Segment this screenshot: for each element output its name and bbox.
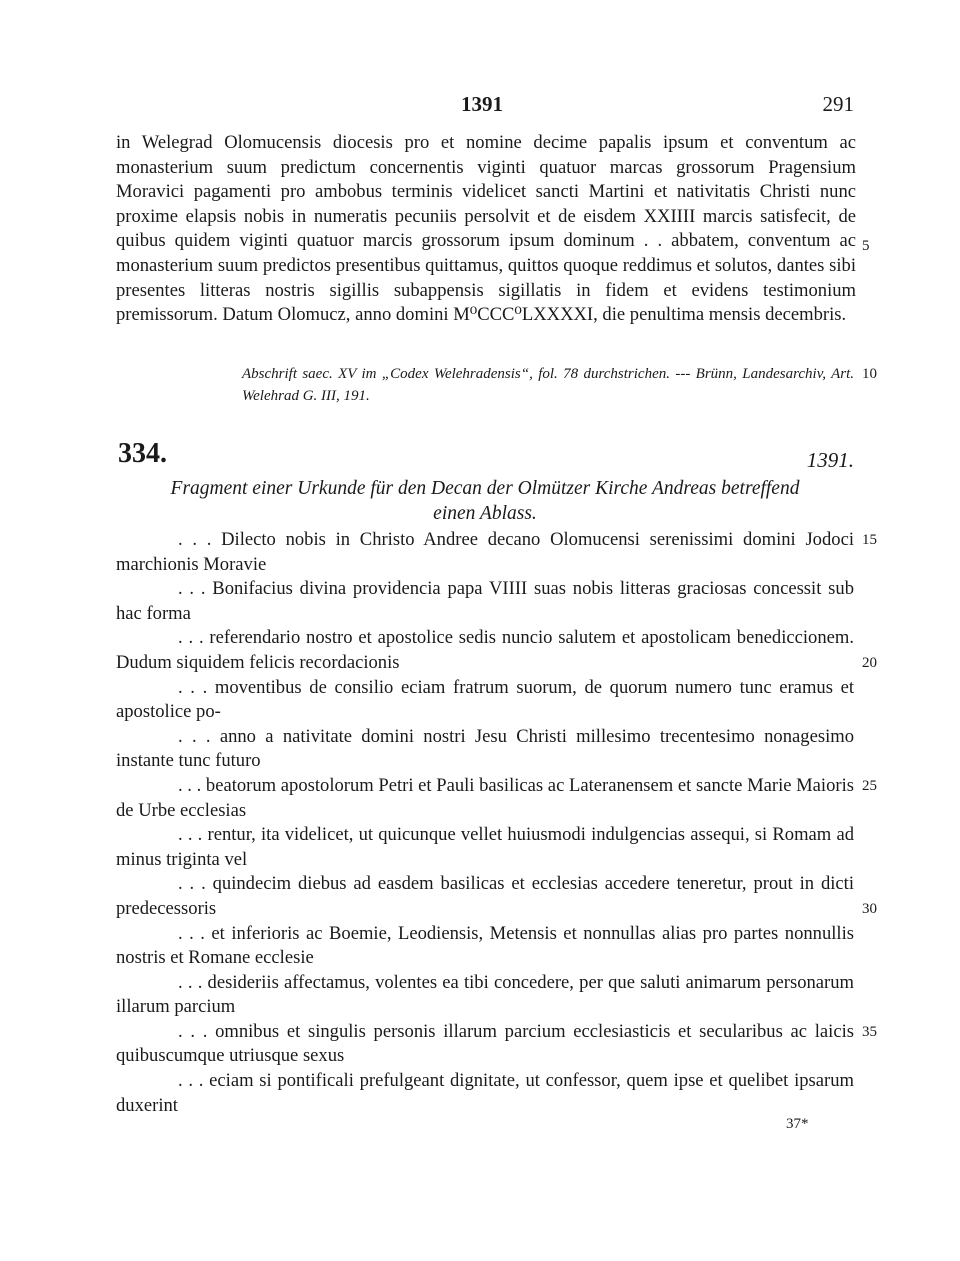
line-number: 5 bbox=[862, 238, 870, 254]
fragment: . . . desideriis affectamus, volentes ea tibi concedere, per que saluti animarum personarum illarum parcium bbox=[116, 971, 854, 1018]
line-number: 35 bbox=[862, 1024, 877, 1040]
document-title: Fragment einer Urkunde für den Decan der Olmützer Kirche Andreas betreffend einen Ablass. bbox=[170, 478, 800, 524]
line-number: 20 bbox=[862, 655, 877, 671]
document-number: 334. bbox=[118, 438, 167, 469]
fragment: . . . omnibus et singulis personis illarum parcium ecclesiasticis et secularibus ac laicis quibuscumque utriusque sexus bbox=[116, 1020, 854, 1067]
fragment: . . . Bonifacius divina providencia papa VIIII suas nobis litteras graciosas concessit sub hac forma bbox=[116, 578, 854, 624]
fragment: . . . referendario nostro et apostolice sedis nuncio salutem et apostolicam benediccionem. Dudum siquidem felicis recordacionis bbox=[116, 627, 854, 673]
fragment: . . . Dilecto nobis in Christo Andree decano Olomucensi serenissimi domini Jodoci marchionis Moravie bbox=[116, 529, 854, 575]
fragment: . . . quindecim diebus ad easdem basilicas et ecclesias accedere teneretur, prout in dicti predecessoris bbox=[116, 873, 854, 919]
page-header bbox=[116, 92, 856, 120]
fragment: . . . anno a nativitate domini nostri Jesu Christi millesimo trecentesimo nonagesimo instante tunc futuro bbox=[116, 725, 854, 772]
header-year: 1391 bbox=[461, 92, 503, 116]
line-number: 10 bbox=[862, 366, 877, 382]
line-number: 30 bbox=[862, 901, 877, 917]
page-number: 291 bbox=[822, 92, 854, 116]
fragment: . . . et inferioris ac Boemie, Leodiensis, Metensis et nonnullas alias pro partes nonnullis nostris et Romane ecclesie bbox=[116, 922, 854, 969]
source-note: Abschrift saec. XV im „Codex Welehradensis“, fol. 78 durchstrichen. --- Brünn, Landesarchiv, Art. Welehrad G. III, 191. bbox=[242, 366, 854, 404]
charter-text: in Welegrad Olomucensis diocesis pro et nomine decime papalis ipsum et conventum ac monasterium suum predictum concernentis viginti quatuor marcas grossorum Pragensium Moravici pagamenti pro ambobus terminis videlicet sancti Martini et nativitatis Christi nunc proxime elapsis nobis in numeratis pecuniis persolvit et de eisdem XXIIII marcis satisfecit, de quibus quidem viginti quatuor marcis grossorum ipsum dominum . . abbatem, conventum ac monasterium suum predictos presentibus quittamus, quittos quoque reddimus et solutos, dantes sibi presentes litteras nostris sigillis subappensis sigillatis in fidem et evidens testimonium premissorum. Datum Olomucz, anno domini M⁰CCC⁰LXXXXI, die penultima mensis decembris. bbox=[116, 132, 856, 326]
document-date: 1391. bbox=[806, 448, 854, 472]
line-number: 15 bbox=[862, 532, 877, 548]
line-number: 25 bbox=[862, 778, 877, 794]
signature-mark: 37* bbox=[786, 1116, 809, 1132]
fragment: . . . eciam si pontificali prefulgeant dignitate, ut confessor, quem ipse et quelibet ipsarum duxerint bbox=[116, 1070, 854, 1116]
fragment: . . . rentur, ita videlicet, ut quicunque vellet huiusmodi indulgencias assequi, si Romam ad minus triginta vel bbox=[116, 824, 854, 870]
fragment-list bbox=[116, 528, 854, 1118]
fragment: . . . moventibus de consilio eciam fratrum suorum, de quorum numero tunc eramus et apostolice po- bbox=[116, 676, 854, 723]
fragment: . . . beatorum apostolorum Petri et Pauli basilicas ac Lateranensem et sancte Marie Maioris de Urbe ecclesias bbox=[116, 774, 854, 821]
